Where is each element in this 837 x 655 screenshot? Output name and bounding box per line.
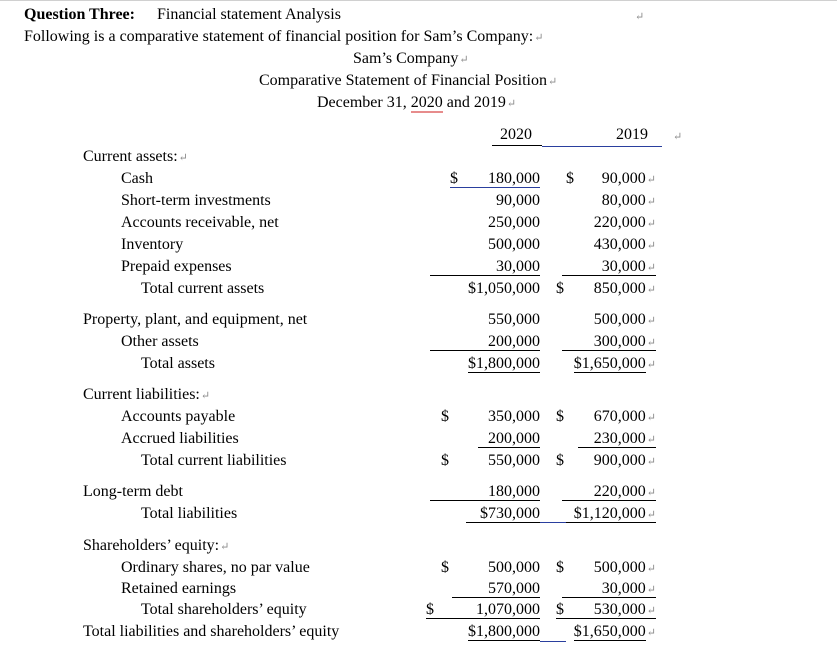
row-total-current-liabilities-label: Total current liabilities — [141, 452, 287, 469]
row-prepaid-label: Prepaid expenses — [121, 258, 232, 275]
row-total-current-assets-2020: $1,050,000 — [468, 280, 540, 297]
row-prepaid-2020: 30,000 — [496, 258, 540, 275]
row-total-liabilities-2019: $1,120,000↵ — [573, 505, 656, 522]
row-sti-label: Short-term investments — [121, 192, 271, 209]
company-name: Sam’s Company↵ — [353, 50, 469, 67]
row-ar-2019: 220,000↵ — [593, 214, 656, 231]
prepaid-underline-2019 — [562, 275, 656, 276]
prepaid-underline-2020 — [430, 275, 540, 276]
other-underline-2019 — [562, 350, 656, 351]
row-total-assets-label: Total assets — [141, 355, 215, 372]
row-sti-2019: 80,000↵ — [601, 192, 656, 209]
question-topic: Financial statement Analysis — [156, 6, 341, 23]
row-total-equity-label: Total shareholders’ equity — [141, 601, 307, 618]
row-total-assets-2019: $1,650,000↵ — [573, 355, 656, 372]
row-total-assets-2020: $1,800,000 — [468, 355, 540, 372]
row-total-current-assets-label: Total current assets — [141, 280, 265, 297]
row-cash-label: Cash — [121, 170, 153, 187]
row-retained-2019: 30,000↵ — [601, 580, 656, 597]
row-inventory-label: Inventory — [121, 236, 184, 253]
cash-underline — [450, 187, 540, 188]
te-underline-2020 — [426, 618, 540, 619]
row-total-liabilities-2020: $730,000 — [480, 505, 540, 522]
row-accrued-label: Accrued liabilities — [121, 430, 239, 447]
page-top-border — [0, 0, 837, 1]
row-ppe-label: Property, plant, and equipment, net — [83, 311, 308, 328]
row-ltd-label: Long-term debt — [83, 483, 183, 500]
row-tcl-2020: 550,000 — [488, 452, 540, 469]
row-ordinary-dollar-2019: $ — [556, 559, 564, 576]
row-total-le-2020: $1,800,000 — [468, 623, 540, 640]
row-ppe-2020: 550,000 — [488, 311, 540, 328]
row-inventory-2020: 500,000 — [488, 236, 540, 253]
equity-title: Shareholders’ equity:↵ — [83, 537, 230, 554]
tl-underline-gap — [540, 522, 566, 523]
row-retained-label: Retained earnings — [121, 580, 237, 597]
question-heading — [24, 5, 341, 25]
question-label: Question Three: — [24, 6, 135, 23]
retained-underline-2020 — [452, 597, 540, 598]
row-tcl-dollar-2019: $ — [556, 452, 564, 469]
current-assets-title: Current assets:↵ — [83, 148, 188, 165]
tl-underline-2019 — [566, 522, 656, 523]
retained-underline-2019 — [562, 597, 656, 598]
date-line: December 31, 2020 and 2019↵ — [317, 94, 517, 111]
row-ap-2019: 670,000↵ — [593, 408, 656, 425]
row-sti-2020: 90,000 — [496, 192, 540, 209]
ltd-underline-2019 — [562, 500, 656, 501]
row-other-assets-label: Other assets — [121, 333, 199, 350]
column-header-2019: 2019 — [616, 126, 648, 143]
row-ppe-2019: 500,000↵ — [593, 311, 656, 328]
row-prepaid-2019: 30,000↵ — [601, 258, 656, 275]
row-ordinary-dollar-2020: $ — [441, 559, 449, 576]
header-underline-2020 — [492, 145, 542, 146]
date-year-2020: 2020 — [410, 94, 443, 111]
row-cash-2020: 180,000 — [488, 170, 540, 187]
tle-underline-gap — [540, 641, 566, 642]
row-other-assets-2020: 200,000 — [488, 333, 540, 350]
row-total-le-label: Total liabilities and shareholders’ equity — [83, 623, 340, 640]
row-total-current-assets-2019: 850,000↵ — [593, 280, 656, 297]
row-ordinary-label: Ordinary shares, no par value — [121, 559, 310, 576]
row-accrued-2020: 200,000 — [488, 430, 540, 447]
accrued-underline-2020 — [478, 447, 540, 448]
row-total-le-2019: $1,650,000↵ — [573, 623, 656, 640]
row-ltd-2020: 180,000 — [488, 483, 540, 500]
row-total-current-assets-dollar-2019: $ — [556, 280, 564, 297]
paragraph-mark: ↵ — [673, 131, 683, 143]
other-underline-2020 — [430, 350, 540, 351]
row-cash-2019: 90,000↵ — [601, 170, 656, 187]
row-total-equity-dollar-2019: $ — [556, 601, 564, 618]
row-tcl-dollar-2020: $ — [441, 452, 449, 469]
row-ar-2020: 250,000 — [488, 214, 540, 231]
paragraph-mark: ↵ — [635, 11, 645, 23]
header-underline-2019 — [542, 146, 662, 147]
row-other-assets-2019: 300,000↵ — [593, 333, 656, 350]
row-accrued-2019: 230,000↵ — [593, 430, 656, 447]
row-ar-label: Accounts receivable, net — [121, 214, 279, 231]
row-ap-label: Accounts payable — [121, 408, 236, 425]
accrued-underline-2019 — [578, 447, 656, 448]
row-ap-2020: 350,000 — [488, 408, 540, 425]
intro-text: Following is a comparative statement of financial position for Sam’s Company:↵ — [24, 28, 544, 45]
row-retained-2020: 570,000 — [488, 580, 540, 597]
statement-title: Comparative Statement of Financial Position↵ — [259, 72, 558, 89]
row-ordinary-2019: 500,000↵ — [593, 559, 656, 576]
ltd-underline-2020 — [430, 500, 540, 501]
tl-underline-2020 — [466, 522, 540, 523]
row-ltd-2019: 220,000↵ — [593, 483, 656, 500]
row-total-equity-2020: 1,070,000 — [476, 601, 540, 618]
current-liabilities-title: Current liabilities:↵ — [83, 386, 211, 403]
column-header-2020: 2020 — [500, 126, 532, 143]
row-total-equity-2019: 530,000↵ — [593, 601, 656, 618]
row-ap-dollar-2019: $ — [556, 408, 564, 425]
te-underline-2019 — [556, 618, 656, 619]
row-total-equity-dollar-2020: $ — [426, 601, 434, 618]
row-ap-dollar-2020: $ — [441, 408, 449, 425]
row-cash-dollar-2020: $ — [450, 170, 458, 187]
row-inventory-2019: 430,000↵ — [593, 236, 656, 253]
row-cash-dollar-2019: $ — [566, 170, 574, 187]
row-ordinary-2020: 500,000 — [488, 559, 540, 576]
row-tcl-2019: 900,000↵ — [593, 452, 656, 469]
row-total-liabilities-label: Total liabilities — [141, 505, 238, 522]
